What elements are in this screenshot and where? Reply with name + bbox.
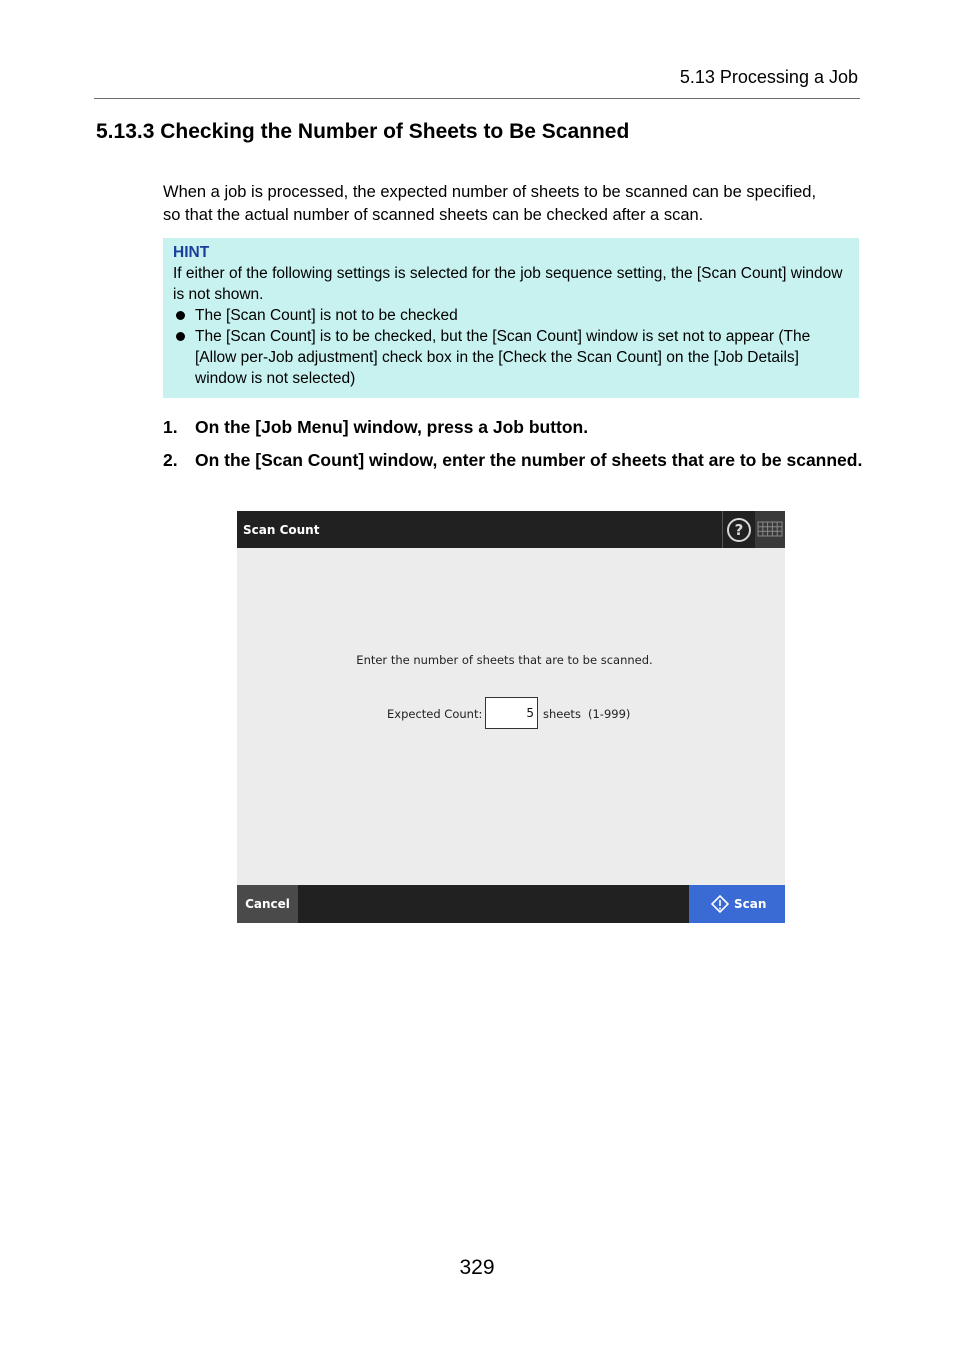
hint-list-item — [173, 326, 849, 389]
screen-titlebar — [237, 511, 785, 548]
hint-item-text: The [Scan Count] is not to be checked — [195, 307, 458, 324]
step-text: On the [Scan Count] window, enter the number of sheets that are to be scanned. — [195, 450, 863, 470]
bullet-icon — [176, 311, 185, 320]
expected-count-label: Expected Count: — [387, 707, 483, 721]
step-text: On the [Job Menu] window, press a Job button. — [195, 417, 589, 437]
hint-title: HINT — [173, 244, 210, 261]
step-number: 2. — [163, 450, 178, 470]
hint-box — [163, 238, 859, 398]
expected-count-row — [237, 697, 785, 729]
header-rule — [94, 98, 860, 99]
screen-prompt: Enter the number of sheets that are to be scanned. — [356, 653, 653, 667]
section-title: 5.13.3 Checking the Number of Sheets to Be Scanned — [96, 120, 630, 143]
scan-button-label: Scan — [734, 897, 767, 911]
scan-diamond-icon — [711, 895, 729, 913]
scan-button[interactable] — [689, 885, 785, 923]
step-2 — [163, 448, 863, 472]
question-circle-icon: ? — [727, 518, 751, 542]
count-range-label: (1-999) — [588, 707, 631, 721]
screen-bottombar — [237, 885, 785, 923]
expected-count-input[interactable]: 5 — [485, 697, 538, 729]
help-button[interactable] — [722, 511, 754, 548]
step-number: 1. — [163, 417, 178, 437]
hint-list-item — [173, 305, 849, 326]
intro-line-1: When a job is processed, the expected number of sheets to be scanned can be specified, — [163, 183, 817, 201]
running-header: 5.13 Processing a Job — [679, 67, 858, 87]
steps-list — [163, 415, 863, 481]
count-unit-label: sheets — [543, 707, 581, 721]
hint-list — [173, 305, 849, 389]
hint-item-text: The [Scan Count] is to be checked, but the [Scan Count] window is set not to appear (The [Allow per-Job adjustment] check box in the [Check the Scan Count] on the [Job Details] window is not selected) — [195, 328, 811, 387]
cancel-button[interactable]: Cancel — [237, 885, 298, 923]
intro-paragraph — [163, 181, 863, 227]
keyboard-button[interactable] — [755, 511, 785, 548]
bullet-icon — [176, 332, 185, 341]
step-1 — [163, 415, 863, 439]
keyboard-icon — [755, 511, 785, 548]
screen-title: Scan Count — [243, 523, 320, 537]
scan-count-screen — [237, 511, 785, 923]
intro-line-2: so that the actual number of scanned sheets can be checked after a scan. — [163, 206, 704, 224]
hint-text: If either of the following settings is selected for the job sequence setting, the [Scan Count] window is not shown. — [173, 265, 843, 303]
page-number: 329 — [459, 1256, 495, 1279]
